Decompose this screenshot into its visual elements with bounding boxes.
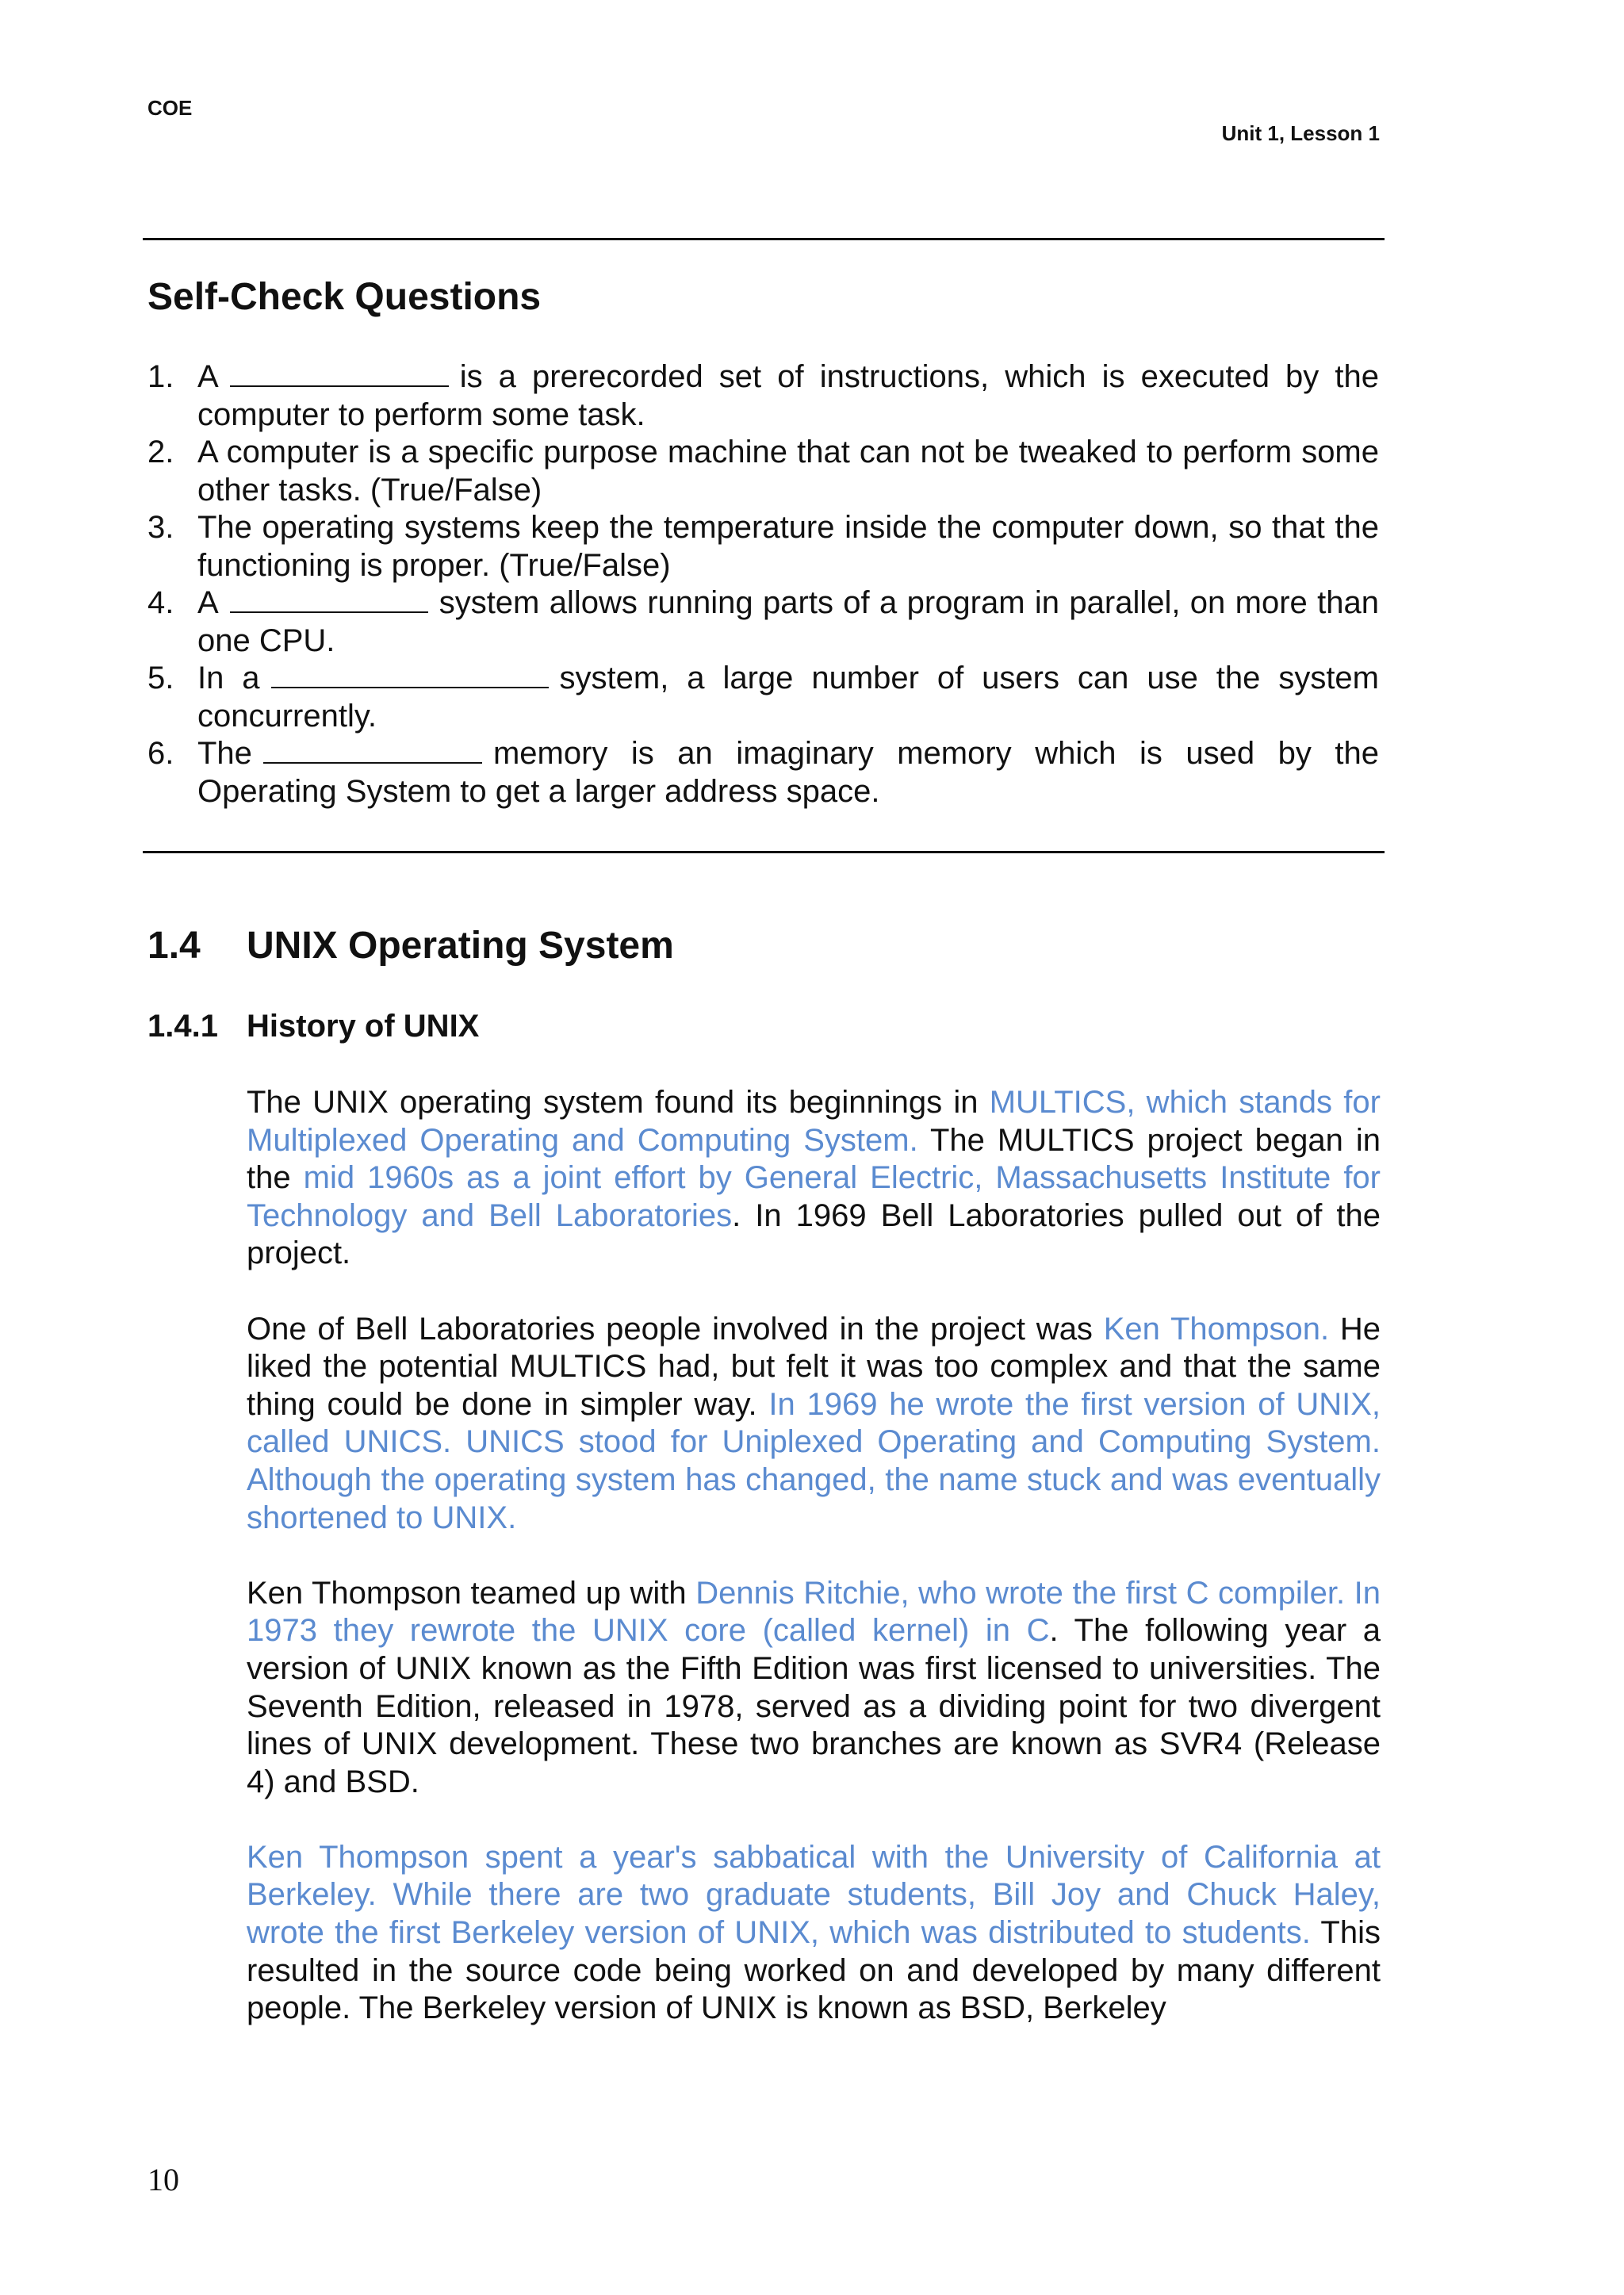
question-item [147, 660, 1379, 735]
text-run: He liked the potential MULTICS had, but felt it was too complex and that the same thing could be done in simpler way. [247, 1311, 1381, 1422]
question-number: 1. [147, 359, 174, 394]
highlighted-text: Dennis Ritchie, who wrote the first C compiler. In 1973 they rewrote the UNIX core (called kernel) in C [247, 1575, 1381, 1649]
text-run: One of Bell Laboratories people involved in the project was [247, 1311, 1104, 1347]
question-item [147, 358, 1379, 434]
text-run: . In 1969 Bell Laboratories pulled out of the project. [247, 1197, 1381, 1271]
question-number: 4. [147, 585, 174, 620]
answer-blank [263, 738, 482, 764]
highlighted-text: Ken Thompson. [1103, 1311, 1330, 1347]
question-number: 2. [147, 435, 174, 469]
question-text-after: memory is an imaginary memory which is used by the Operating System to get a larger address space. [197, 736, 1379, 809]
text-run: . The following year a version of UNIX known as the Fifth Edition was first licensed to universities. The Seventh Edition, released in 1978, served as a dividing point for two divergent lines of UNIX development. These two branches are known as SVR4 (Release 4) and BSD. [247, 1613, 1381, 1799]
question-item [147, 584, 1379, 660]
subsection-title: History of UNIX [247, 1009, 480, 1044]
highlighted-text: Ken Thompson spent a year's sabbatical with the University of California at Berkeley. While there are two graduate students, Bill Joy and Chuck Haley, wrote the first Berkeley version of UNIX, which was distributed to students. [247, 1839, 1381, 1951]
self-check-title: Self-Check Questions [147, 276, 542, 318]
question-text: A computer is a specific purpose machine that can not be tweaked to perform some other tasks. (True/False) [197, 435, 1379, 508]
answer-blank [230, 362, 449, 387]
section-number: 1.4 [147, 925, 201, 967]
question-text-before: A [197, 359, 219, 394]
paragraph [247, 1311, 1381, 1538]
page-number: 10 [147, 2162, 179, 2197]
paragraph [247, 1839, 1381, 2028]
highlighted-text: In 1969 he wrote the first version of UNIX, called UNICS. UNICS stood for Uniplexed Operating and Computing System. Although the operating system has changed, the name stuck and was eventually shortened to UNIX. [247, 1386, 1381, 1535]
highlighted-text: MULTICS, which stands for Multiplexed Operating and Computing System. [247, 1085, 1381, 1158]
history-body [247, 1084, 1381, 2065]
question-text: The operating systems keep the temperature inside the computer down, so that the functioning is proper. (True/False) [197, 510, 1379, 583]
question-number: 3. [147, 510, 174, 545]
paragraph [247, 1575, 1381, 1802]
header-left: COE [147, 96, 193, 120]
question-text-after: system allows running parts of a program in parallel, on more than one CPU. [197, 585, 1379, 658]
question-item [147, 509, 1379, 584]
header-right: Unit 1, Lesson 1 [1221, 121, 1380, 145]
question-item [147, 735, 1379, 810]
question-list [147, 358, 1379, 810]
question-text-after: is a prerecorded set of instructions, which is executed by the computer to perform some task. [197, 359, 1379, 432]
text-run: The MULTICS project began in the [247, 1122, 1381, 1196]
bottom-divider [143, 851, 1385, 853]
paragraph [247, 1084, 1381, 1273]
question-text-before: The [197, 736, 252, 771]
question-text-after: system, a large number of users can use the system concurrently. [197, 661, 1379, 734]
question-number: 5. [147, 661, 174, 695]
subsection-number: 1.4.1 [147, 1009, 218, 1044]
question-number: 6. [147, 736, 174, 771]
section-title: UNIX Operating System [247, 925, 674, 967]
text-run: Ken Thompson teamed up with [247, 1575, 696, 1611]
question-text-before: A [197, 585, 219, 620]
text-run: The UNIX operating system found its beginnings in [247, 1085, 990, 1120]
text-run: This resulted in the source code being worked on and developed by many different people. The Berkeley version of UNIX is known as BSD, Berkeley [247, 1915, 1381, 2026]
answer-blank [230, 588, 428, 613]
highlighted-text: mid 1960s as a joint effort by General Electric, Massachusetts Institute for Technology and Bell Laboratories [247, 1160, 1381, 1233]
question-item [147, 434, 1379, 509]
answer-blank [271, 663, 549, 688]
top-divider [143, 238, 1385, 240]
question-text-before: In a [197, 661, 260, 695]
